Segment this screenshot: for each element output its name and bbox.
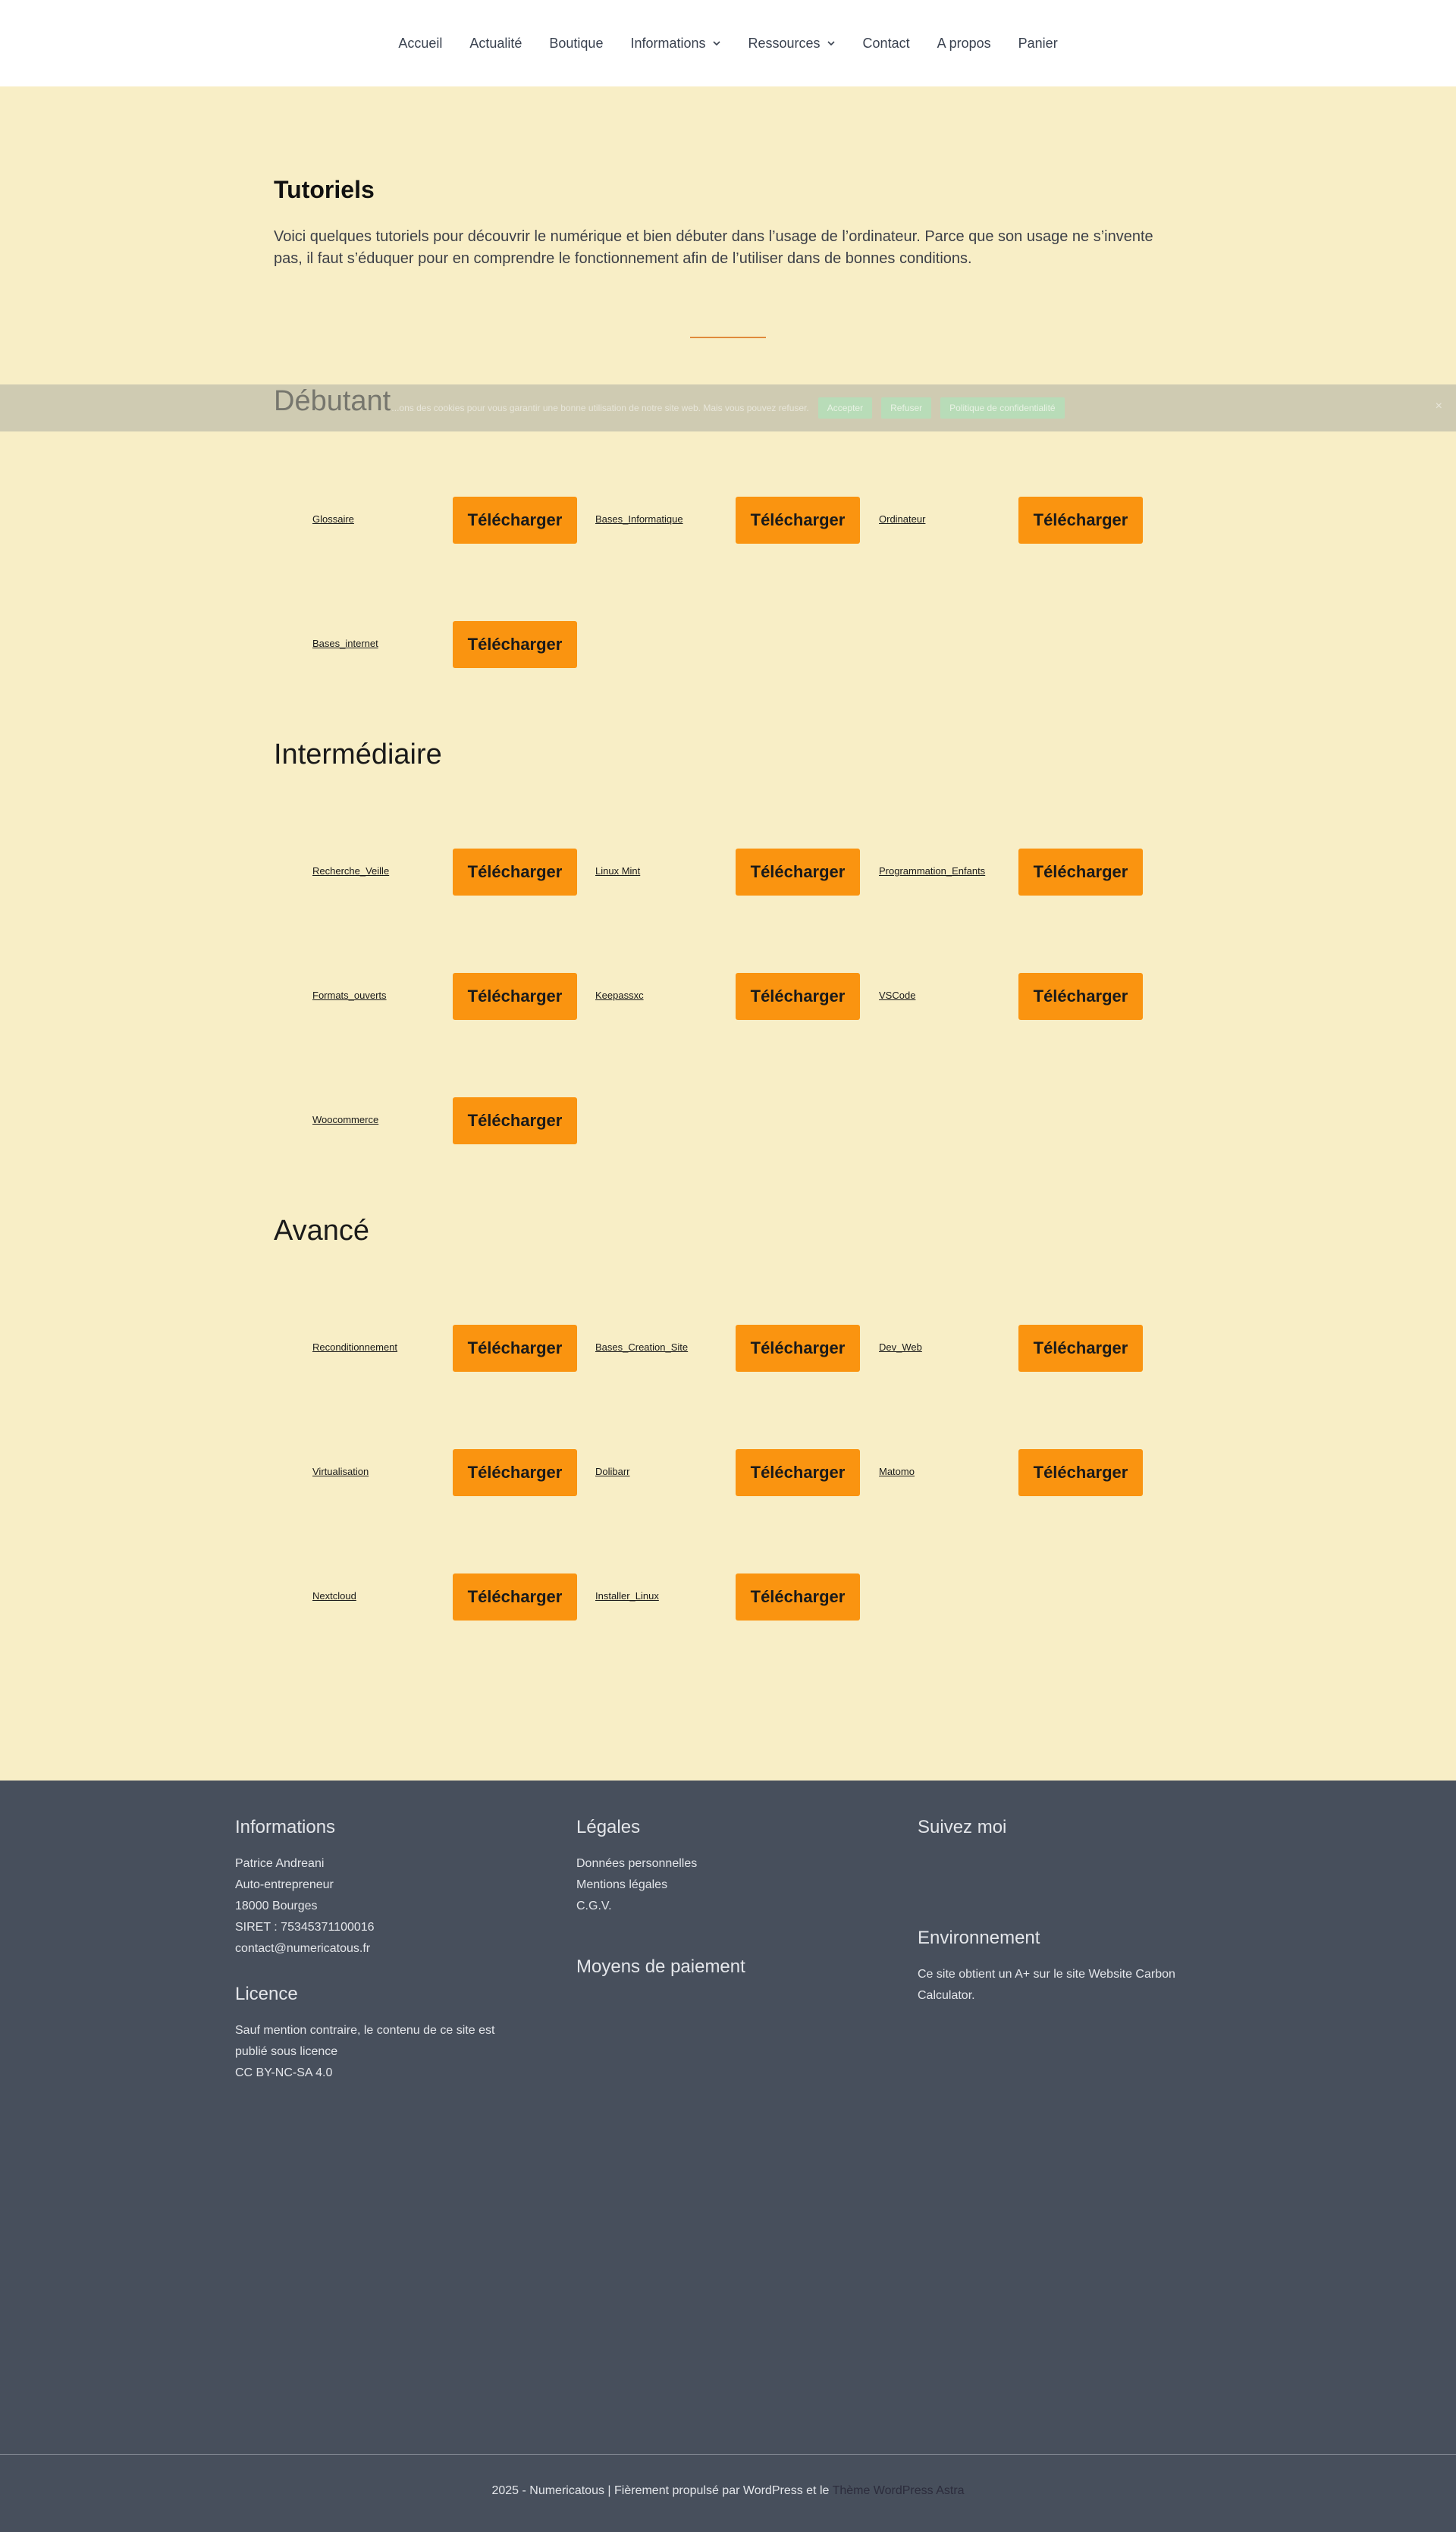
download-button[interactable]: Télécharger (453, 849, 577, 896)
footer-heading-licence: Licence (235, 1984, 298, 2004)
footer-heading-paiement: Moyens de paiement (576, 1956, 745, 1977)
tutorial-link[interactable]: Programmation_Enfants (879, 865, 986, 877)
footer-email[interactable]: contact@numericatous.fr (235, 1942, 371, 1955)
download-button[interactable]: Télécharger (453, 1573, 577, 1621)
cookie-refuse-button[interactable]: Refuser (881, 397, 931, 419)
footer-licence-text: Sauf mention contraire, le contenu de ce site est publié sous licence (235, 2024, 495, 2058)
footer-heading-suivez: Suivez moi (918, 1817, 1007, 1837)
footer-info-line: 18000 Bourges (235, 1900, 318, 1912)
site-header (0, 0, 1456, 86)
download-button[interactable]: Télécharger (736, 1449, 860, 1496)
footer-info-line: Patrice Andreani (235, 1857, 325, 1870)
main-content (0, 86, 1456, 1781)
separator-line (690, 337, 766, 338)
nav-label: Actualité (469, 35, 522, 51)
footer-link-cgv[interactable]: C.G.V. (576, 1900, 612, 1912)
cookie-policy-button[interactable]: Politique de confidentialité (940, 397, 1064, 419)
tutorial-link[interactable]: Dev_Web (879, 1341, 922, 1353)
nav-item-a-propos[interactable] (924, 36, 1005, 52)
nav-item-contact[interactable] (849, 36, 924, 52)
download-button[interactable]: Télécharger (1018, 973, 1143, 1020)
download-button[interactable]: Télécharger (736, 1325, 860, 1372)
tutorial-link[interactable]: Bases_internet (312, 638, 378, 649)
main-nav (0, 0, 1456, 86)
nav-item-informations[interactable] (617, 36, 734, 52)
tutorial-link[interactable]: Virtualisation (312, 1466, 369, 1477)
tutorial-link[interactable]: Bases_Creation_Site (595, 1341, 689, 1353)
footer-environnement-text: Ce site obtient un A+ sur le site Website Carbon Calculator. (918, 1968, 1175, 2002)
tutorial-link[interactable]: Installer_Linux (595, 1590, 659, 1602)
download-button[interactable]: Télécharger (453, 1449, 577, 1496)
tutorial-link[interactable]: Recherche_Veille (312, 865, 390, 877)
site-footer (0, 1781, 1456, 2532)
download-button[interactable]: Télécharger (453, 1097, 577, 1144)
astra-theme-link[interactable]: Thème WordPress Astra (832, 2484, 965, 2497)
footer-copyright (0, 2484, 1456, 2498)
cookie-text: ...ons des cookies pour vous garantir une bonne utilisation de notre site web. Mais vous pouvez refuser. (391, 403, 809, 413)
nav-label: Ressources (748, 35, 821, 51)
footer-heading-legales: Légales (576, 1817, 641, 1837)
download-button[interactable]: Télécharger (453, 1325, 577, 1372)
download-button[interactable]: Télécharger (1018, 849, 1143, 896)
footer-heading-informations: Informations (235, 1817, 336, 1837)
download-button[interactable]: Télécharger (1018, 1449, 1143, 1496)
close-icon[interactable]: × (1435, 400, 1442, 413)
nav-item-accueil[interactable] (384, 36, 456, 52)
page-title: Tutoriels (274, 176, 375, 203)
footer-link-donnees[interactable]: Données personnelles (576, 1857, 698, 1870)
download-button[interactable]: Télécharger (736, 849, 860, 896)
tutorial-link[interactable]: Woocommerce (312, 1114, 379, 1125)
nav-label: Panier (1018, 35, 1058, 51)
download-button[interactable]: Télécharger (1018, 497, 1143, 544)
footer-info-line: Auto-entrepreneur (235, 1878, 334, 1891)
tutorial-link[interactable]: Glossaire (312, 513, 354, 525)
footer-info-line: SIRET : 75345371100016 (235, 1921, 375, 1934)
tutorial-link[interactable]: Bases_Informatique (595, 513, 683, 525)
tutorial-link[interactable]: Linux Mint (595, 865, 641, 877)
chevron-down-icon (712, 39, 721, 48)
footer-heading-environnement: Environnement (918, 1928, 1040, 1948)
intro-text: Voici quelques tutoriels pour découvrir le numérique et bien débuter dans l’usage de l’ordinateur. Parce que son usage ne s’invente pas, il faut s’éduquer pour en comprendre le fonctionnement afin de l’utiliser dans de bonnes conditions. (274, 228, 1153, 267)
nav-label: Accueil (398, 35, 443, 51)
download-button[interactable]: Télécharger (453, 621, 577, 668)
tutorial-link[interactable]: Ordinateur (879, 513, 926, 525)
tutorial-link[interactable]: Dolibarr (595, 1466, 630, 1477)
footer-link-mentions[interactable]: Mentions légales (576, 1878, 668, 1891)
chevron-down-icon (827, 39, 836, 48)
footer-divider (0, 2454, 1456, 2455)
cookie-accept-button[interactable]: Accepter (818, 397, 872, 419)
download-button[interactable]: Télécharger (736, 497, 860, 544)
tutorial-link[interactable]: Matomo (879, 1466, 915, 1477)
footer-licence-link[interactable]: CC BY-NC-SA 4.0 (235, 2066, 333, 2079)
tutorial-link[interactable]: VSCode (879, 990, 916, 1001)
download-button[interactable]: Télécharger (736, 1573, 860, 1621)
tutorial-link[interactable]: Nextcloud (312, 1590, 356, 1602)
copyright-text: 2025 - Numericatous | Fièrement propulsé par WordPress et le (491, 2484, 833, 2497)
section-title-avance: Avancé (274, 1215, 370, 1247)
tutorial-link[interactable]: Keepassxc (595, 990, 644, 1001)
nav-item-boutique[interactable] (535, 36, 617, 52)
nav-item-ressources[interactable] (735, 36, 849, 52)
nav-item-panier[interactable] (1005, 36, 1072, 52)
cookie-banner (0, 384, 1456, 431)
tutorial-link[interactable]: Formats_ouverts (312, 990, 387, 1001)
tutorial-link[interactable]: Reconditionnement (312, 1341, 398, 1353)
nav-item-actualite[interactable] (456, 36, 535, 52)
download-button[interactable]: Télécharger (453, 973, 577, 1020)
nav-label: A propos (937, 35, 991, 51)
nav-label: Contact (862, 35, 910, 51)
download-button[interactable]: Télécharger (1018, 1325, 1143, 1372)
section-title-intermediaire: Intermédiaire (274, 739, 442, 770)
download-button[interactable]: Télécharger (453, 497, 577, 544)
nav-label: Informations (630, 35, 706, 51)
nav-label: Boutique (549, 35, 604, 51)
download-button[interactable]: Télécharger (736, 973, 860, 1020)
